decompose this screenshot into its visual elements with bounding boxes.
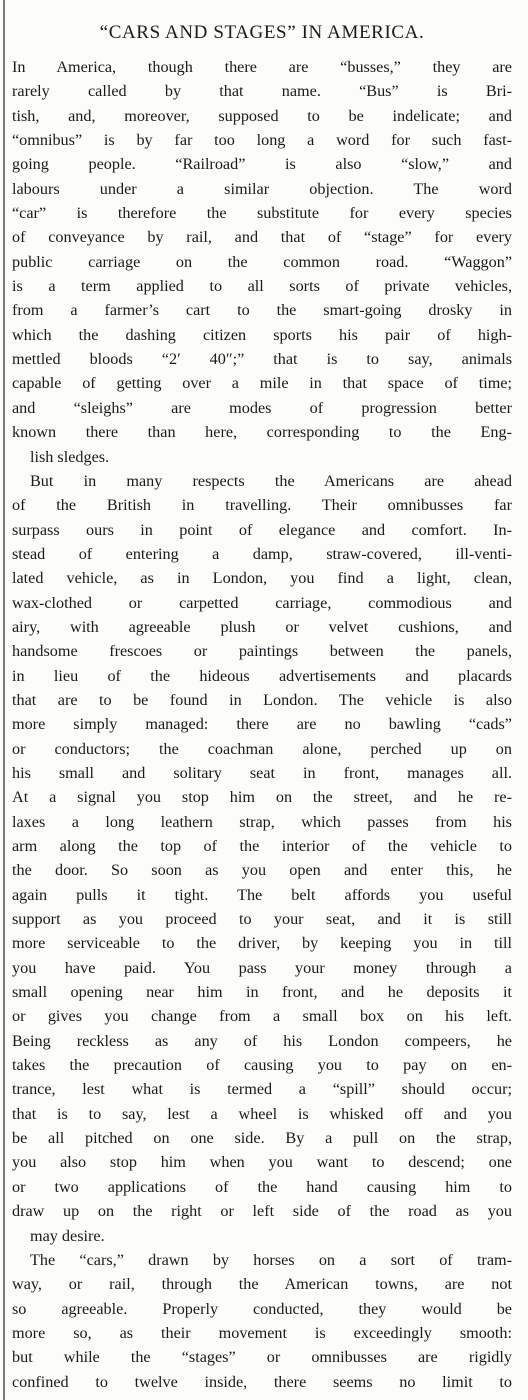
text-line: “car” is therefore the substitute for every species — [12, 204, 512, 223]
text-line: the door. So soon as you open and enter this, he — [12, 861, 512, 880]
text-line: more simply managed: there are no bawling “cads” — [12, 715, 512, 734]
text-line: of conveyance by rail, and that of “stage” for every — [12, 228, 512, 247]
text-line: but while the “stages” or omnibusses are rigidly — [12, 1348, 512, 1367]
paragraph-1 — [12, 55, 512, 469]
paragraph-3 — [12, 1248, 512, 1394]
text-line: going people. “Railroad” is also “slow,” and — [12, 155, 512, 174]
text-line: “omnibus” is by far too long a word for such fast- — [12, 131, 512, 150]
text-line: arm along the top of the interior of the vehicle to — [12, 837, 512, 855]
text-line: more so, as their movement is exceedingly smooth: — [12, 1323, 512, 1342]
text-line: in lieu of the hideous advertisements and placards — [12, 666, 512, 685]
text-line: is a term applied to all sorts of private vehicles, — [12, 277, 512, 296]
text-line: public carriage on the common road. “Waggon” — [12, 252, 512, 271]
text-line: takes the precaution of causing you to pay on en- — [12, 1056, 512, 1075]
text-line: again pulls it tight. The belt affords you useful — [12, 885, 512, 904]
text-line: of the British in travelling. Their omnibusses far — [12, 496, 512, 515]
article — [12, 20, 512, 1394]
paragraph-2 — [12, 469, 512, 1248]
text-line: confined to twelve inside, there seems no limit to — [12, 1372, 512, 1391]
text-line: way, or rail, through the American towns, are not — [12, 1275, 512, 1294]
text-line: labours under a similar objection. The word — [12, 179, 512, 198]
text-line: handsome frescoes or paintings between the panels, — [12, 642, 512, 661]
text-line: that are to be found in London. The vehicle is also — [12, 690, 512, 709]
text-line: The “cars,” drawn by horses on a sort of tram- — [30, 1250, 512, 1269]
text-line: support as you proceed to your seat, and it is still — [12, 910, 512, 929]
text-line: laxes a long leathern strap, which passes from his — [12, 812, 512, 831]
text-line: stead of entering a damp, straw-covered, ill-venti- — [12, 544, 512, 563]
text-line: more serviceable to the driver, by keeping you in till — [12, 934, 512, 953]
text-line: airy, with agreeable plush or velvet cushions, and — [12, 617, 512, 636]
text-line: so agreeable. Properly conducted, they would be — [12, 1299, 512, 1318]
text-line: or two applications of the hand causing him to — [12, 1177, 512, 1196]
text-line: or gives you change from a small box on his left. — [12, 1007, 512, 1026]
text-line: from a farmer’s cart to the smart-going drosky in — [12, 301, 512, 320]
text-line: be all pitched on one side. By a pull on the strap, — [12, 1129, 512, 1148]
text-line: capable of getting over a mile in that space of time; — [12, 374, 512, 393]
text-line: his small and solitary seat in front, manages all. — [12, 763, 512, 782]
text-line: In America, though there are “busses,” they are — [12, 58, 512, 76]
text-line: or conductors; the coachman alone, perched up on — [12, 739, 512, 758]
text-line: small opening near him in front, and he deposits it — [12, 983, 512, 1002]
text-line: mettled bloods “2′ 40″;” that is to say, animals — [12, 350, 512, 369]
text-line: But in many respects the Americans are ahead — [30, 471, 512, 490]
text-line: draw up on the right or left side of the road as you — [12, 1202, 512, 1221]
text-line: you have paid. You pass your money through a — [12, 958, 512, 977]
text-line: wax-clothed or carpetted carriage, commodious and — [12, 593, 512, 612]
column-rule — [3, 0, 5, 1400]
text-line: tish, and, moreover, supposed to be indelicate; and — [12, 106, 512, 125]
text-line: lish sledges. — [30, 447, 110, 466]
text-line: lated vehicle, as in London, you find a light, clean, — [12, 569, 512, 588]
text-line: rarely called by that name. “Bus” is Bri- — [12, 82, 512, 101]
text-line: known there than here, corresponding to the Eng- — [12, 423, 512, 442]
text-line: and “sleighs” are modes of progression better — [12, 398, 512, 417]
article-title: “CARS AND STAGES” IN AMERICA. — [99, 22, 425, 43]
text-line: may desire. — [30, 1226, 105, 1245]
text-line: surpass ours in point of elegance and comfort. In- — [12, 520, 512, 539]
text-line: Being reckless as any of his London compeers, he — [12, 1031, 512, 1050]
text-line: trance, lest what is termed a “spill” should occur; — [12, 1080, 512, 1099]
text-line: you also stop him when you want to descend; one — [12, 1153, 512, 1172]
text-line: which the dashing citizen sports his pair of high- — [12, 325, 512, 344]
text-line: that is to say, lest a wheel is whisked off and you — [12, 1104, 512, 1123]
text-line: At a signal you stop him on the street, and he re- — [12, 788, 512, 807]
